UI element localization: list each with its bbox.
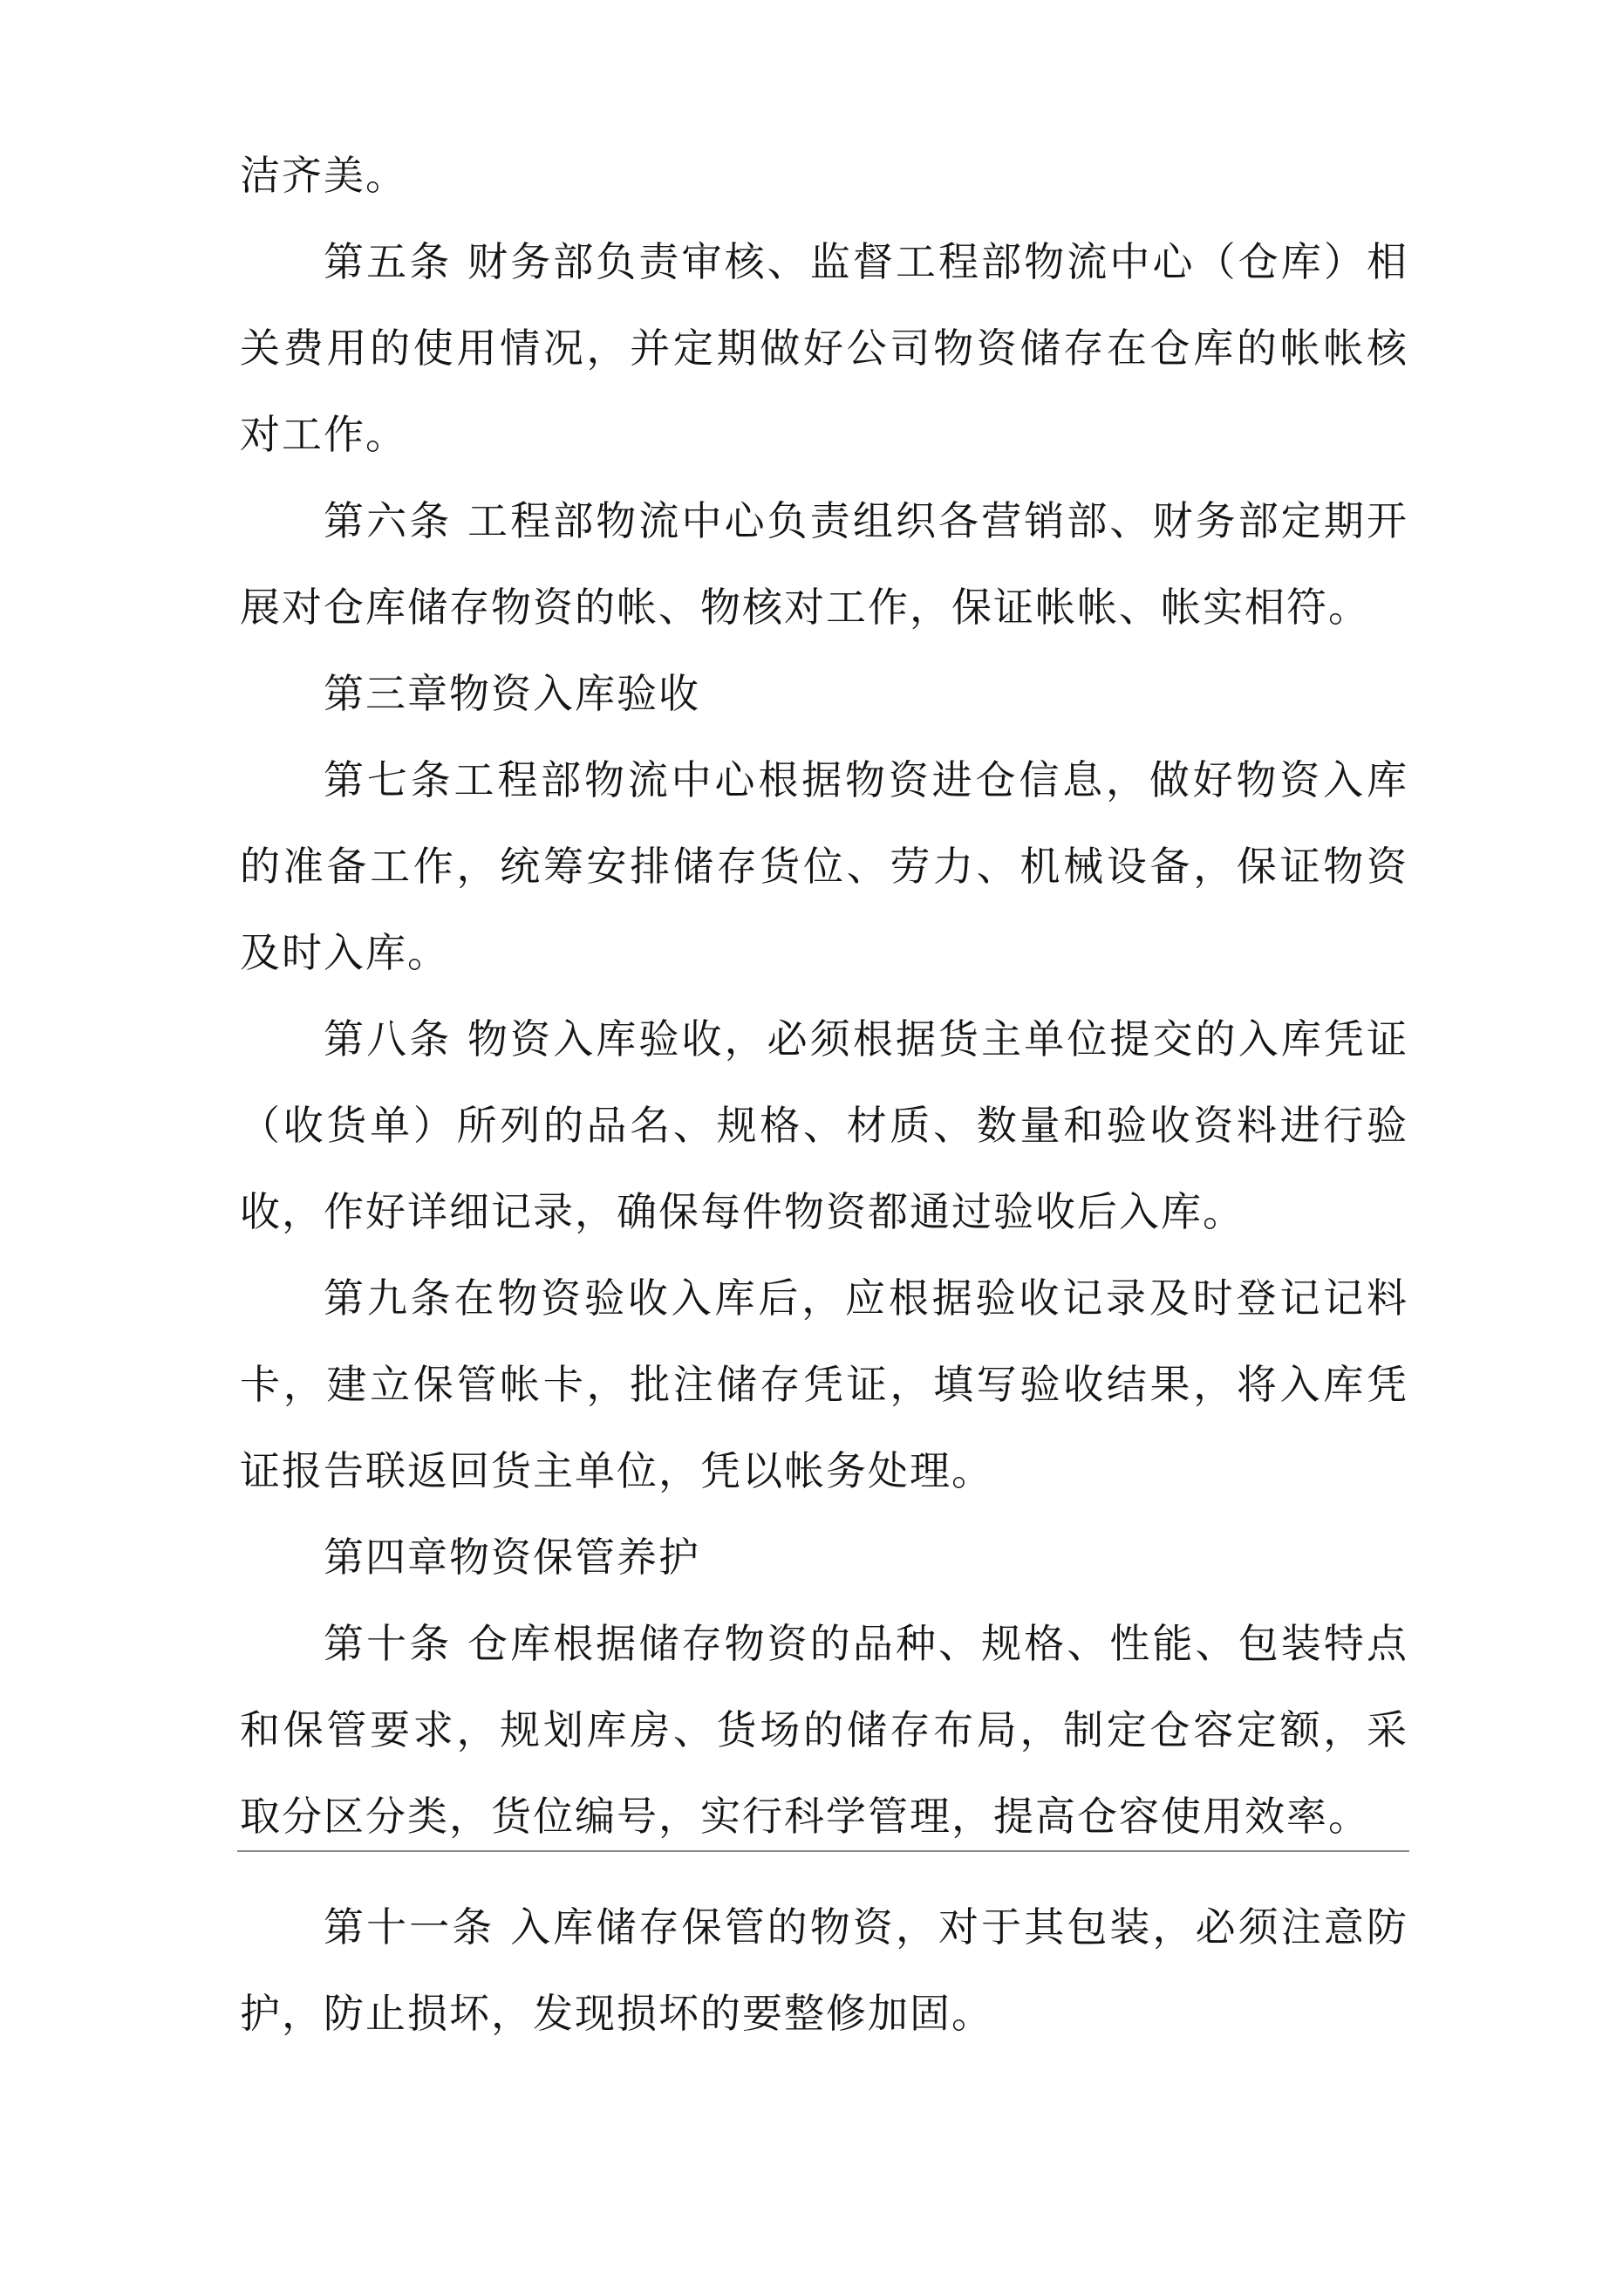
lower-page-text — [240, 1884, 1408, 2057]
paragraph-article-5: 第五条 财务部负责审核、监督工程部物流中心（仓库）相关费用的使用情况，并定期做好公司物资储存在仓库的帐帐核对工作。 — [240, 238, 1408, 458]
page-break-divider — [237, 1850, 1409, 1852]
paragraph-article-8: 第八条 物资入库验收，必须根据货主单位提交的入库凭证（收货单）所列的品名、规格、材质、数量和验收资料进行验收，作好详细记录，确保每件物资都通过验收后入库。 — [240, 1015, 1408, 1235]
paragraph-article-11: 第十一条 入库储存保管的物资，对于其包装，必须注意防护，防止损坏，发现损坏的要整修加固。 — [240, 1903, 1408, 2037]
paragraph-article-7: 第七条工程部物流中心根据物资进仓信息，做好物资入库的准备工作，统筹安排储存货位、劳力、机械设备，保证物资及时入库。 — [240, 756, 1408, 976]
paragraph-article-10: 第十条 仓库根据储存物资的品种、规格、性能、包装特点和保管要求，规划库房、货场的储存布局，制定仓容定额，采取分区分类，货位编号，实行科学管理，提高仓容使用效率。 — [240, 1620, 1408, 1840]
paragraph-article-9: 第九条在物资验收入库后，应根据验收记录及时登记记料卡，建立保管帐卡，批注储存凭证，填写验收结果，将入库凭证报告联返回货主单位，凭以帐务处理。 — [240, 1274, 1408, 1494]
chapter-heading-4: 第四章物资保管养护 — [324, 1534, 700, 1581]
chapter-heading-3: 第三章物资入库验收 — [324, 670, 700, 717]
paragraph-continuation: 洁齐美。 — [240, 152, 407, 199]
paragraph-article-6: 第六条 工程部物流中心负责组织各营销部、财务部定期开展对仓库储存物资的帐、物核对工作，保证帐帐、帐实相符。 — [240, 497, 1408, 631]
upper-page-text — [240, 133, 1408, 1860]
